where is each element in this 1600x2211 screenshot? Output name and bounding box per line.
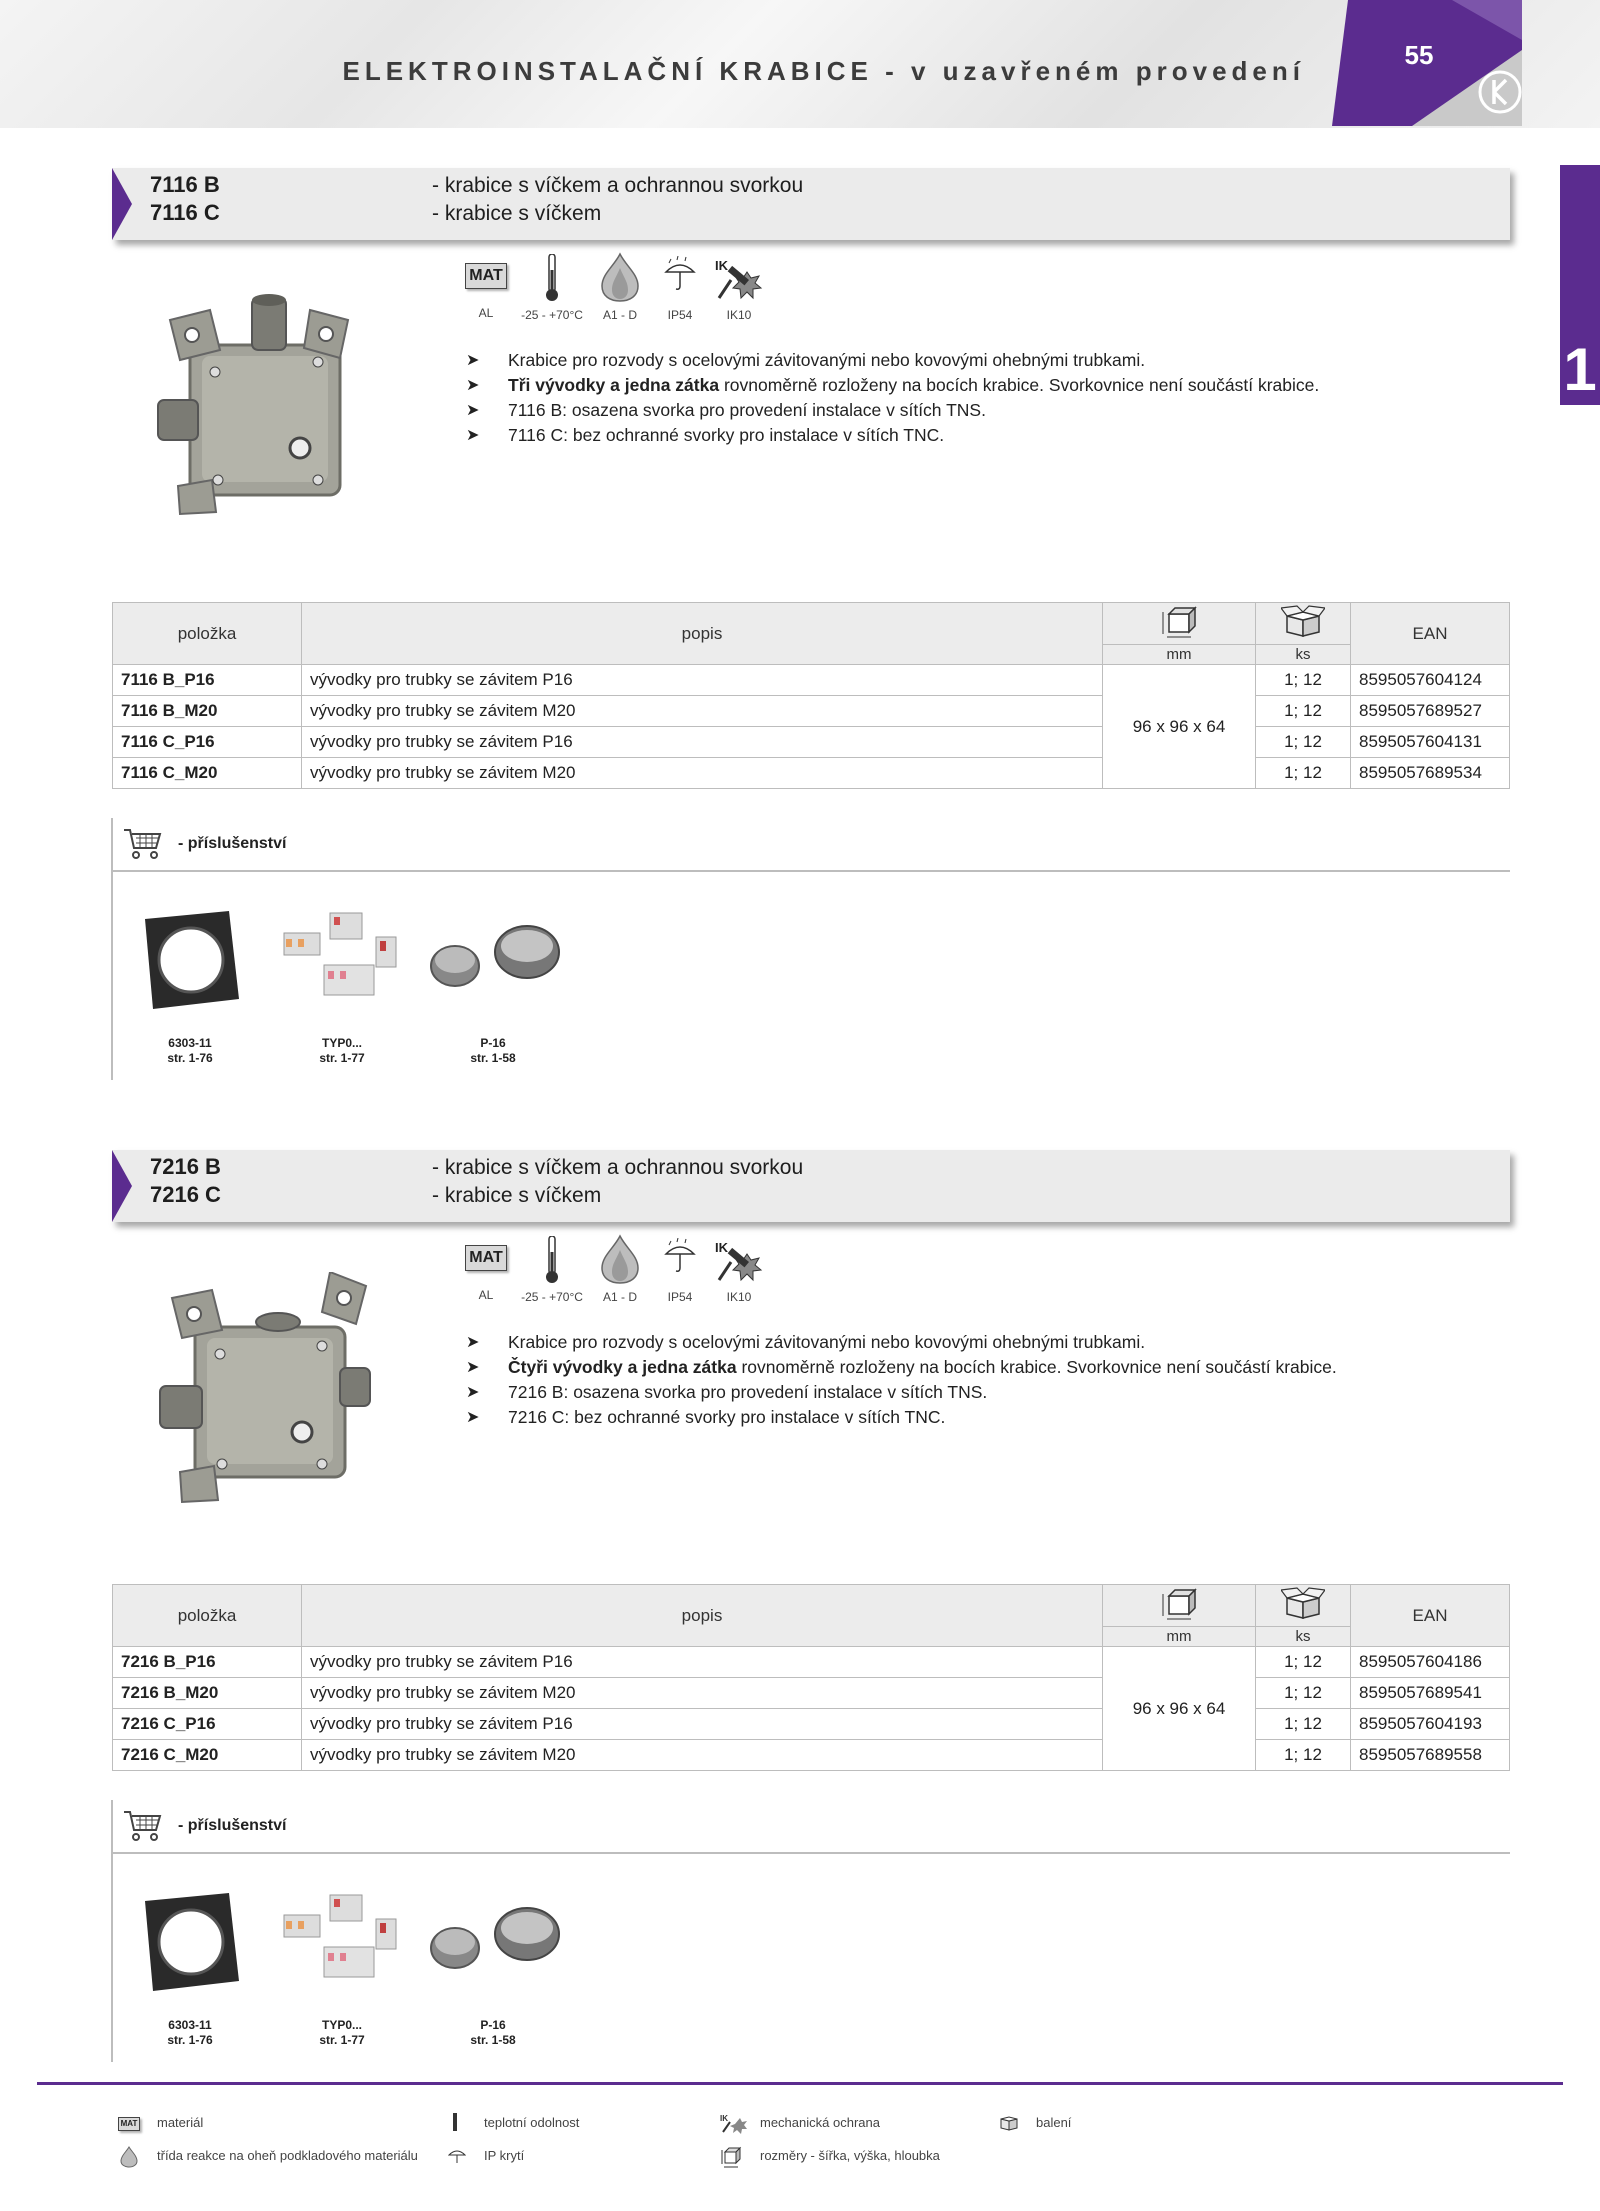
item-dimensions: 96 x 96 x 64 [1103, 1647, 1256, 1771]
dim-unit: mm [1103, 1627, 1256, 1647]
arrow-bullet-icon: ➤ [466, 427, 480, 444]
col-header-item: položka [113, 1585, 302, 1647]
accessories-frame [111, 818, 113, 1080]
product-image-7216 [150, 1272, 400, 1522]
feature-item: ➤ 7216 B: osazena svorka pro provedení instalace v sítích TNS. [466, 1380, 1526, 1405]
item-desc: vývodky pro trubky se závitem P16 [302, 727, 1103, 758]
item-packing: 1; 12 [1256, 1740, 1351, 1771]
accessory-caption: 6303-11 str. 1-76 [167, 1036, 213, 1065]
item-ean: 8595057604124 [1351, 665, 1510, 696]
product-description: - krabice s víčkem [432, 202, 602, 225]
item-packing: 1; 12 [1256, 1678, 1351, 1709]
product-table [112, 602, 1510, 789]
product-image-7116 [150, 290, 390, 540]
thermometer-icon [545, 1236, 559, 1284]
pack-unit: ks [1256, 645, 1351, 665]
feature-item: ➤ 7116 B: osazena svorka pro provedení instalace v sítích TNS. [466, 398, 1506, 423]
material-icon: MAT [465, 1245, 507, 1271]
shopping-cart-icon [122, 826, 162, 860]
item-packing: 1; 12 [1256, 665, 1351, 696]
table-row [113, 665, 1510, 696]
packing-header [1256, 603, 1351, 645]
feature-item: ➤ 7116 C: bez ochranné svorky pro instalace v sítích TNC. [466, 423, 1506, 448]
fire-class-icon [598, 1234, 642, 1284]
arrow-bullet-icon: ➤ [466, 402, 480, 419]
legend-packing-icon [998, 2113, 1020, 2131]
svg-text:IK: IK [720, 2114, 728, 2123]
item-ean: 8595057689558 [1351, 1740, 1510, 1771]
product-head-bar [112, 1150, 1510, 1222]
legend-impact-icon [720, 2112, 748, 2134]
ip-rating-icon [664, 1238, 696, 1278]
arrow-bullet-icon: ➤ [466, 352, 480, 369]
accessory-caption: TYP0... str. 1-77 [319, 2018, 365, 2047]
product-code: 7216 C [150, 1182, 221, 1207]
product-code: 7116 B [150, 172, 220, 197]
dimensions-header [1103, 1585, 1256, 1627]
legend-fire-icon [120, 2146, 138, 2168]
arrow-bullet-icon: ➤ [466, 1384, 480, 1401]
accessory-image-frame [135, 905, 245, 1015]
ip-label: IP54 [667, 308, 693, 322]
arrow-bullet-icon: ➤ [466, 1359, 480, 1376]
arrow-bullet-icon: ➤ [466, 377, 480, 394]
product-description: - krabice s víčkem [432, 1184, 602, 1207]
item-packing: 1; 12 [1256, 758, 1351, 789]
ik-label: IK [715, 258, 728, 273]
item-desc: vývodky pro trubky se závitem M20 [302, 1740, 1103, 1771]
head-bar-wedge [112, 1150, 132, 1222]
table-row [113, 696, 1510, 727]
packing-box-icon [1281, 604, 1325, 638]
product-code: 7216 B [150, 1154, 221, 1179]
arrow-bullet-icon: ➤ [466, 1334, 480, 1351]
feature-item: ➤ Čtyři vývodky a jedna zátka rovnoměrně rozloženy na bocích krabice. Svorkovnice není součástí krabice. [466, 1355, 1526, 1380]
product-head-bar [112, 168, 1510, 240]
dimensions-header [1103, 603, 1256, 645]
product-description: - krabice s víčkem a ochrannou svorkou [432, 174, 804, 197]
item-ean: 8595057689541 [1351, 1678, 1510, 1709]
accessories-divider [112, 870, 1510, 872]
accessories-label: - příslušenství [178, 1817, 287, 1834]
legend-ip: IP krytí [484, 2148, 525, 2163]
accessory-image-connectors [280, 1887, 410, 1987]
fire-class-label: A1 - D [602, 1290, 637, 1304]
item-code: 7116 B_P16 [113, 665, 302, 696]
item-ean: 8595057689527 [1351, 696, 1510, 727]
item-ean: 8595057689534 [1351, 758, 1510, 789]
packing-header [1256, 1585, 1351, 1627]
legend-material-icon: MAT [118, 2117, 140, 2131]
ik-label: IK [715, 1240, 728, 1255]
legend-thermometer-icon [452, 2113, 458, 2133]
accessory-caption: TYP0... str. 1-77 [319, 1036, 365, 1065]
pack-unit: ks [1256, 1627, 1351, 1647]
thermometer-icon [545, 254, 559, 302]
accessory-caption: P-16 str. 1-58 [470, 1036, 516, 1065]
feature-item: ➤ Krabice pro rozvody s ocelovými závitovanými nebo kovovými ohebnými trubkami. [466, 1330, 1526, 1355]
table-row [113, 727, 1510, 758]
item-ean: 8595057604186 [1351, 1647, 1510, 1678]
legend-fire: třída reakce na oheň podkladového materiálu [157, 2148, 418, 2163]
legend-ip-icon [448, 2146, 466, 2168]
item-ean: 8595057604193 [1351, 1709, 1510, 1740]
temperature-label: -25 - +70°C [521, 308, 583, 322]
item-desc: vývodky pro trubky se závitem P16 [302, 1709, 1103, 1740]
item-code: 7216 C_P16 [113, 1709, 302, 1740]
product-table [112, 1584, 1510, 1771]
head-bar-wedge [112, 168, 132, 240]
material-label: AL [478, 306, 494, 320]
accessory-image-frame [135, 1887, 245, 1997]
accessories-frame [111, 1800, 113, 2062]
item-packing: 1; 12 [1256, 727, 1351, 758]
item-code: 7216 C_M20 [113, 1740, 302, 1771]
item-packing: 1; 12 [1256, 1709, 1351, 1740]
material-label: AL [478, 1288, 494, 1302]
fire-class-label: A1 - D [602, 308, 637, 322]
temperature-label: -25 - +70°C [521, 1290, 583, 1304]
feature-list [466, 348, 1506, 448]
col-header-ean: EAN [1351, 603, 1510, 665]
col-header-item: položka [113, 603, 302, 665]
legend-dimensions-icon [720, 2146, 742, 2168]
dimensions-cube-icon [1159, 1586, 1199, 1620]
dim-unit: mm [1103, 645, 1256, 665]
accessories-divider [112, 1852, 1510, 1854]
item-code: 7116 B_M20 [113, 696, 302, 727]
item-packing: 1; 12 [1256, 1647, 1351, 1678]
legend-dimensions: rozměry - šířka, výška, hloubka [760, 2148, 940, 2163]
feature-list [466, 1330, 1526, 1430]
table-row [113, 1709, 1510, 1740]
table-row [113, 1678, 1510, 1709]
legend-mechanical: mechanická ochrana [760, 2115, 880, 2130]
page-number: 55 [1404, 40, 1434, 70]
accessories-label: - příslušenství [178, 835, 287, 852]
accessory-image-plugs [425, 920, 565, 1000]
col-header-ean: EAN [1351, 1585, 1510, 1647]
item-dimensions: 96 x 96 x 64 [1103, 665, 1256, 789]
col-header-desc: popis [302, 1585, 1103, 1647]
accessory-caption: P-16 str. 1-58 [470, 2018, 516, 2047]
table-row [113, 1740, 1510, 1771]
table-row [113, 758, 1510, 789]
accessory-image-plugs [425, 1902, 565, 1982]
packing-box-icon [1281, 1586, 1325, 1620]
item-ean: 8595057604131 [1351, 727, 1510, 758]
impact-protection-icon [713, 258, 763, 302]
item-code: 7116 C_M20 [113, 758, 302, 789]
table-row [113, 1647, 1510, 1678]
impact-protection-icon [713, 1240, 763, 1284]
ip-label: IP54 [667, 1290, 693, 1304]
item-desc: vývodky pro trubky se závitem P16 [302, 1647, 1103, 1678]
ip-rating-icon [664, 256, 696, 296]
arrow-bullet-icon: ➤ [466, 1409, 480, 1426]
item-desc: vývodky pro trubky se závitem M20 [302, 1678, 1103, 1709]
legend-material: materiál [157, 2115, 204, 2130]
legend-temperature: teplotní odolnost [484, 2115, 580, 2130]
fire-class-icon [598, 252, 642, 302]
material-icon: MAT [465, 263, 507, 289]
page-title: ELEKTROINSTALAČNÍ KRABICE - v uzavřeném provedení [342, 56, 1305, 86]
col-header-desc: popis [302, 603, 1103, 665]
item-desc: vývodky pro trubky se závitem M20 [302, 758, 1103, 789]
item-code: 7216 B_P16 [113, 1647, 302, 1678]
item-packing: 1; 12 [1256, 696, 1351, 727]
feature-item: ➤ 7216 C: bez ochranné svorky pro instalace v sítích TNC. [466, 1405, 1526, 1430]
shopping-cart-icon [122, 1808, 162, 1842]
product-description: - krabice s víčkem a ochrannou svorkou [432, 1156, 804, 1179]
ik-rating-label: IK10 [726, 308, 752, 322]
footer-divider [37, 2082, 1563, 2085]
item-code: 7116 C_P16 [113, 727, 302, 758]
item-desc: vývodky pro trubky se závitem P16 [302, 665, 1103, 696]
product-code: 7116 C [150, 200, 220, 225]
feature-item: ➤ Tři vývodky a jedna zátka rovnoměrně rozloženy na bocích krabice. Svorkovnice není součástí krabice. [466, 373, 1506, 398]
accessory-caption: 6303-11 str. 1-76 [167, 2018, 213, 2047]
item-desc: vývodky pro trubky se závitem M20 [302, 696, 1103, 727]
dimensions-cube-icon [1159, 604, 1199, 638]
ik-rating-label: IK10 [726, 1290, 752, 1304]
feature-item: ➤ Krabice pro rozvody s ocelovými závitovanými nebo kovovými ohebnými trubkami. [466, 348, 1506, 373]
chapter-number: 1 [1563, 336, 1597, 403]
item-code: 7216 B_M20 [113, 1678, 302, 1709]
legend-packing: balení [1036, 2115, 1072, 2130]
accessory-image-connectors [280, 905, 410, 1005]
